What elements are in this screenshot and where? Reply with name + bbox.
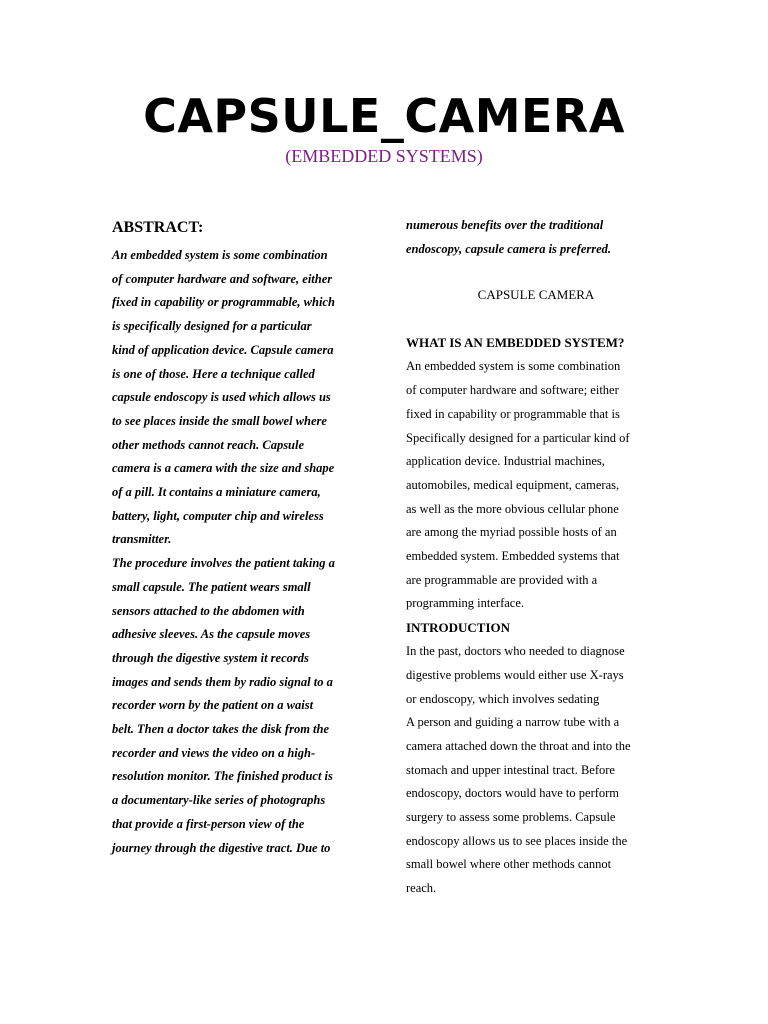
- section-capsule-camera-heading: CAPSULE CAMERA: [477, 287, 595, 303]
- introduction-heading: INTRODUCTION: [406, 620, 511, 636]
- left-column: [112, 216, 372, 860]
- abstract-heading: ABSTRACT:: [112, 219, 204, 236]
- abstract-paragraph-2: The procedure involves the patient taking a small capsule. The patient wears small sensors attached to the abdomen with adhesive sleeves. As the capsule moves through the digestive system it records images and sends them by radio signal to a recorder worn by the patient on a waist belt. Then a doctor takes the disk from the recorder and views the video on a high- resolution monitor. The finished product is a documentary-like series of photographs that provide a first-person view of the journey through the digestive tract. Due to: [112, 556, 335, 855]
- introduction-text: In the past, doctors who needed to diagnose digestive problems would either use X-rays or endoscopy, which involves sedating A person and guiding a narrow tube with a camera attached down the throat and into the stomach and upper intestinal tract. Before endoscopy, doctors would have to perform surgery to assess some problems. Capsule endoscopy allows us to see places inside the small bowel where other methods cannot reach.: [406, 644, 631, 896]
- document-title: CAPSULE_CAMERA: [143, 89, 625, 143]
- document-subtitle: (EMBEDDED SYSTEMS): [285, 146, 483, 166]
- abstract-continuation: numerous benefits over the traditional endoscopy, capsule camera is preferred.: [406, 218, 612, 256]
- embedded-system-text: An embedded system is some combination of computer hardware and software; either fixed in capability or programmable that is Specifically designed for a particular kind of application device. Industrial machines, automobiles, medical equipment, cameras, as well as the more obvious cellular phone are among the myriad possible hosts of an embedded system. Embedded systems that are programmable are provided with a programming interface.: [406, 359, 630, 611]
- embedded-system-heading: WHAT IS AN EMBEDDED SYSTEM?: [406, 335, 625, 351]
- abstract-paragraph-1: An embedded system is some combination of computer hardware and software, either fixed in capability or programmable, which is specifically designed for a particular kind of application device. Capsule camera is one of those. Here a technique called capsule endoscopy is used which allows us to see places inside the small bowel where other methods cannot reach. Capsule camera is a camera with the size and shape of a pill. It contains a miniature camera, battery, light, computer chip and wireless transmitter.: [112, 248, 335, 547]
- right-column: [406, 214, 666, 901]
